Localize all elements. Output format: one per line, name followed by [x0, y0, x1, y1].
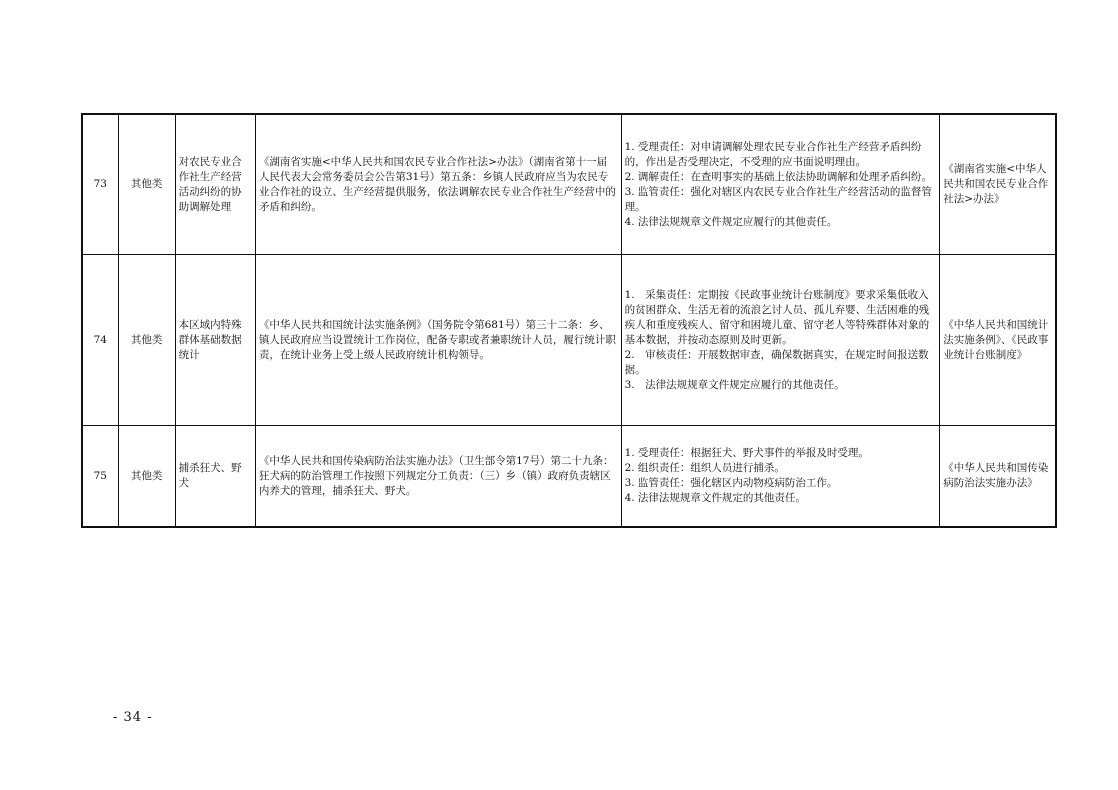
item-name-cell: 对农民专业合作社生产经营活动纠纷的协助调解处理	[175, 114, 255, 255]
responsibility-item: 2. 审核责任：开展数据审查，确保数据真实，在规定时间报送数据。	[624, 348, 929, 376]
category-cell: 其他类	[118, 114, 175, 255]
page-number: - 34 -	[113, 710, 153, 725]
item-name-cell: 捕杀狂犬、野犬	[175, 426, 255, 528]
responsibility-cell	[621, 114, 940, 255]
responsibility-item: 1. 采集责任：定期按《民政事业统计台账制度》要求采集低收入的贫困群众、生活无着的流浪乞讨人员、孤儿弃婴、生活困难的残疾人和重度残疾人、留守和困境儿童、留守老人等特殊群体对象的基本数据，并按动态原则及时更新。	[624, 288, 930, 346]
reference-cell: 《湖南省实施<中华人民共和国农民专业合作社法>办法》	[940, 114, 1056, 255]
category-cell: 其他类	[118, 426, 175, 528]
responsibility-item: 3. 法律法规规章文件规定应履行的其他责任。	[624, 378, 845, 391]
responsibility-item: 2. 组织责任：组织人员进行捕杀。	[624, 462, 785, 474]
responsibility-item: 3. 监管责任：强化对辖区内农民专业合作社生产经营活动的监督管理。	[624, 185, 932, 213]
row-number-cell: 73	[82, 114, 118, 255]
reference-cell: 《中华人民共和国统计法实施条例》、《民政事业统计台账制度》	[940, 255, 1056, 426]
responsibility-item: 1. 受理责任：对申请调解处理农民专业合作社生产经营矛盾纠纷的，作出是否受理决定，不受理的应书面说明理由。	[624, 140, 922, 168]
responsibility-item: 2. 调解责任：在查明事实的基础上依法协助调解和处理矛盾纠纷。	[624, 170, 932, 183]
row-number-cell: 75	[82, 426, 118, 528]
table-row	[82, 255, 1056, 426]
legal-basis-cell: 《湖南省实施<中华人民共和国农民专业合作社法>办法》（湖南省第十一届人民代表大会常务委员会公告第31号）第五条：乡镇人民政府应当为农民专业合作社的设立、生产经营提供服务，依法调解农民专业合作社生产经营中的矛盾和纠纷。	[255, 114, 621, 255]
category-cell: 其他类	[118, 255, 175, 426]
item-name-cell: 本区域内特殊群体基础数据统计	[175, 255, 255, 426]
legal-basis-cell: 《中华人民共和国传染病防治法实施办法》（卫生部令第17号）第二十九条：狂犬病的防治管理工作按照下列规定分工负责：（三）乡（镇）政府负责辖区内养犬的管理，捕杀狂犬、野犬。	[255, 426, 621, 528]
responsibility-cell	[621, 255, 940, 426]
reference-cell: 《中华人民共和国传染病防治法实施办法》	[940, 426, 1056, 528]
table-row	[82, 114, 1056, 255]
table-row	[82, 426, 1056, 528]
responsibility-item: 1. 受理责任：根据狂犬、野犬事件的举报及时受理。	[624, 447, 869, 459]
responsibility-item: 4. 法律法规规章文件规定的其他责任。	[624, 492, 806, 504]
power-list-table	[81, 113, 1057, 528]
responsibility-item: 3. 监管责任：强化辖区内动物疫病防治工作。	[624, 477, 838, 489]
row-number-cell: 74	[82, 255, 118, 426]
responsibility-cell	[621, 426, 940, 528]
responsibility-item: 4. 法律法规规章文件规定应履行的其他责任。	[624, 215, 838, 228]
legal-basis-cell: 《中华人民共和国统计法实施条例》（国务院令第681号）第三十二条：乡、镇人民政府应当设置统计工作岗位，配备专职或者兼职统计人员，履行统计职责，在统计业务上受上级人民政府统计机构领导。	[255, 255, 621, 426]
